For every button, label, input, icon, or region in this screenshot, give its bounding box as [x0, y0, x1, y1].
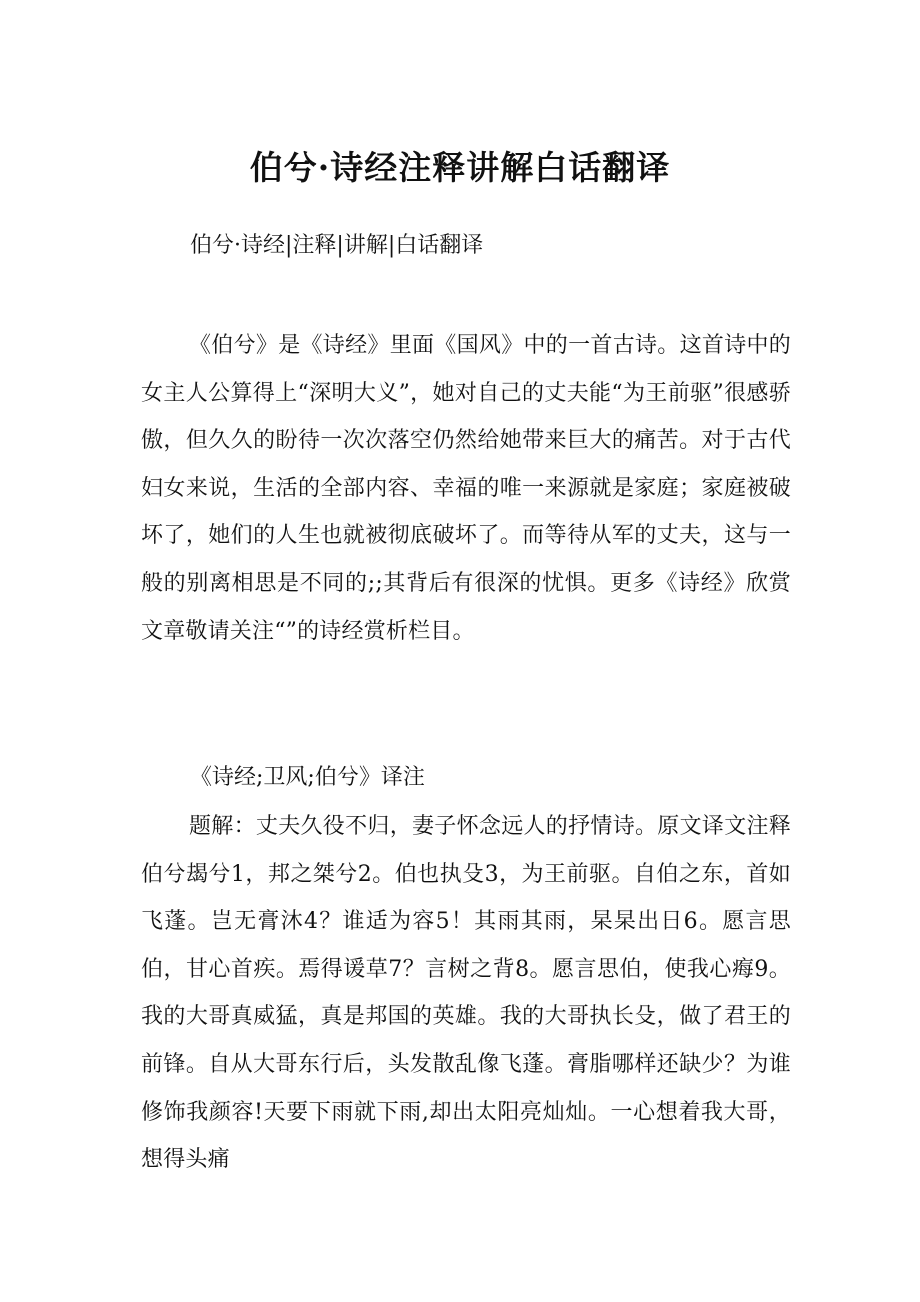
section-heading: 《诗经;卫风;伯兮》译注 — [190, 765, 425, 790]
document-subtitle: 伯兮·诗经|注释|讲解|白话翻译 — [190, 233, 484, 258]
intro-paragraph: 《伯兮》是《诗经》里面《国风》中的一首古诗。这首诗中的女主人公算得上“深明大义”，她对自己的丈夫能“为王前驱”很感骄傲，但久久的盼待一次次落空仍然给她带来巨大的痛苦。对于古代妇女来说，生活的全部内容、幸福的唯一来源就是家庭；家庭被破坏了，她们的人生也就被彻底破坏了。而等待从军的丈夫，这与一般的别离相思是不同的;;其背后有很深的忧惧。更多《诗经》欣赏文章敬请关注“”的诗经赏析栏目。 — [141, 333, 791, 644]
document-title: 伯兮·诗经注释讲解白话翻译 — [249, 148, 671, 187]
body-paragraph: 题解：丈夫久役不归，妻子怀念远人的抒情诗。原文译文注释伯兮朅兮1，邦之桀兮2。伯也执殳3，为王前驱。自伯之东，首如飞蓬。岂无膏沐4？谁适为容5！其雨其雨，杲杲出日6。愿言思伯，甘心首疾。焉得谖草7？言树之背8。愿言思伯，使我心痗9。我的大哥真威猛，真是邦国的英雄。我的大哥执长殳，做了君王的前锋。自从大哥东行后，头发散乱像飞蓬。膏脂哪样还缺少？为谁修饰我颜容!天要下雨就下雨,却出太阳亮灿灿。一心想着我大哥，想得头痛 — [141, 814, 791, 1173]
